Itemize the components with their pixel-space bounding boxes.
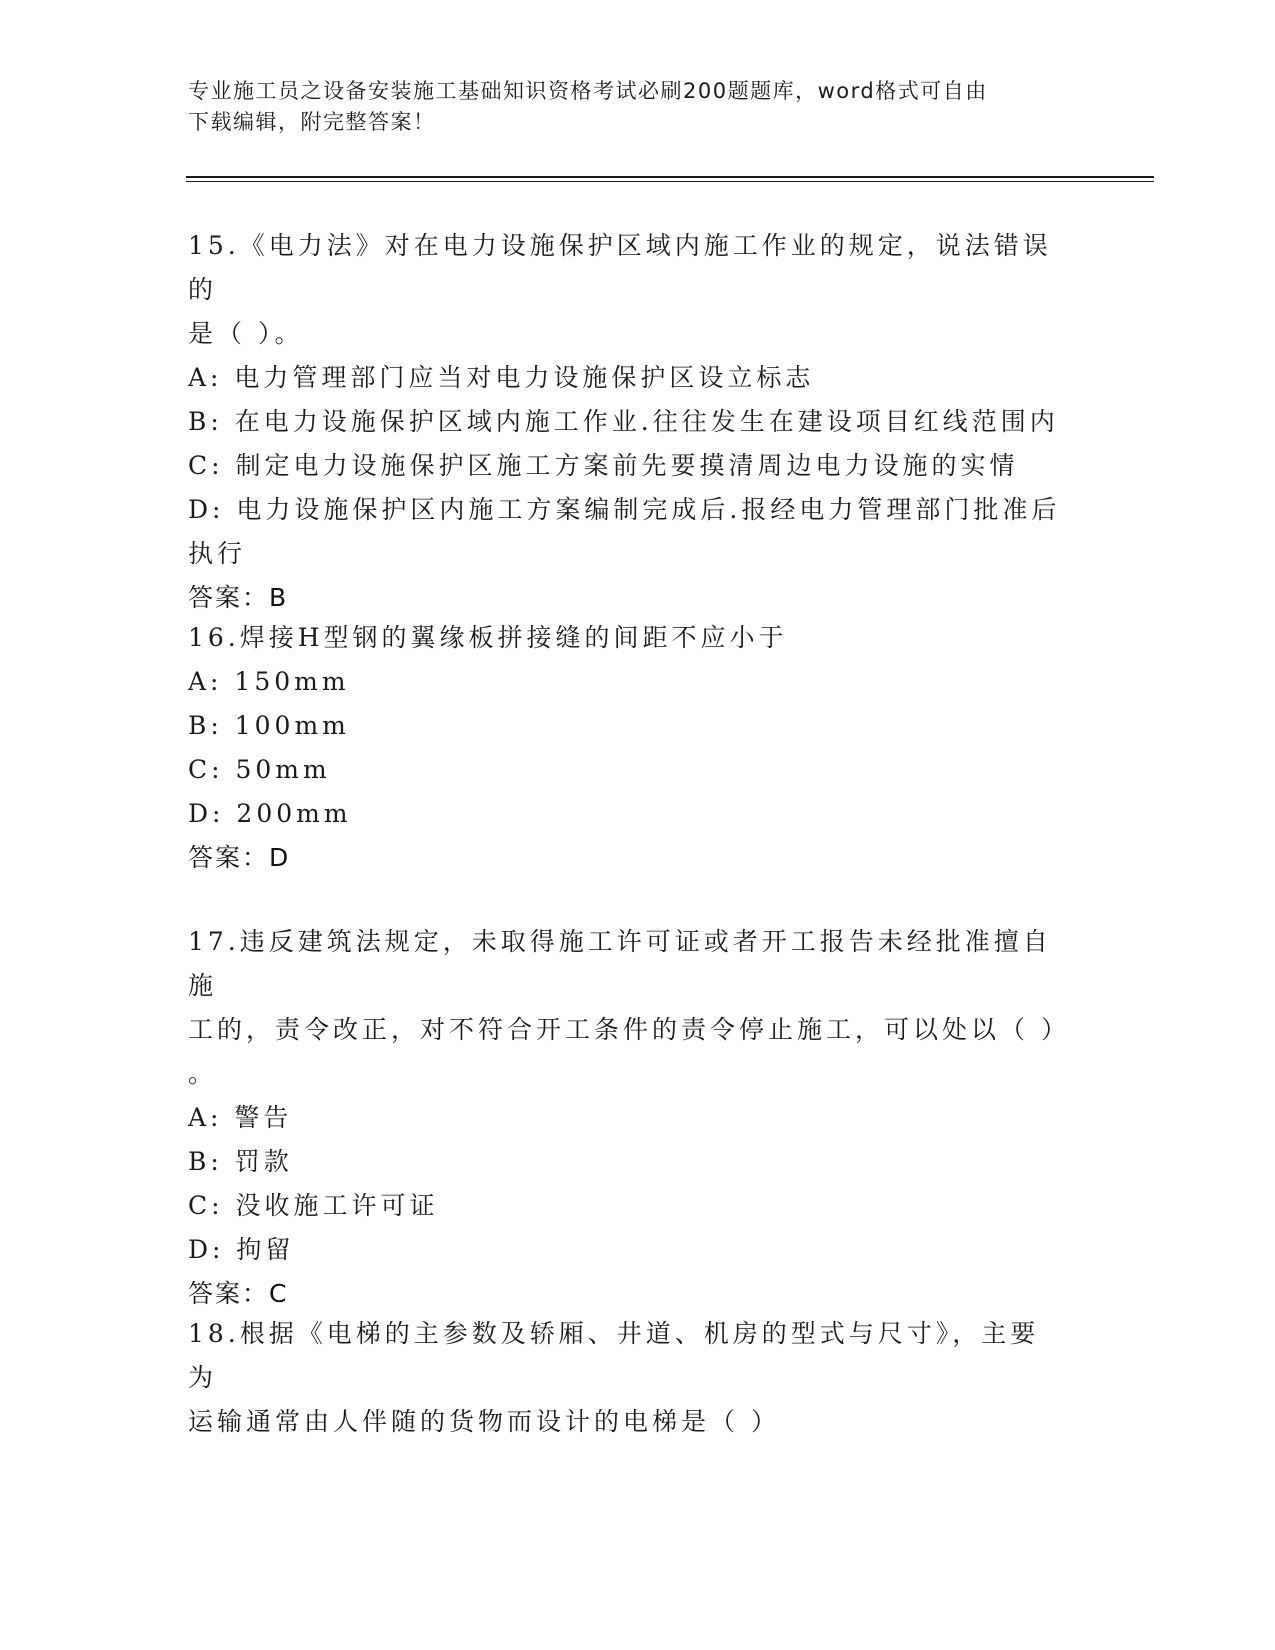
answer: 答案：C xyxy=(188,1279,289,1308)
option-d: D: 电力设施保护区内施工方案编制完成后.报经电力管理部门批准后 xyxy=(188,495,1061,524)
question-17 xyxy=(188,920,1068,1316)
option-a: A: 警告 xyxy=(188,1103,293,1132)
answer: 答案：B xyxy=(188,583,289,612)
question-stem-line: 18.根据《电梯的主参数及轿厢、井道、机房的型式与尺寸》，主要为 xyxy=(188,1319,1040,1392)
option-c: C: 没收施工许可证 xyxy=(188,1191,439,1220)
option-b: B: 罚款 xyxy=(188,1147,293,1176)
question-stem-line: 运输通常由人伴随的货物而设计的电梯是（ ） xyxy=(188,1407,780,1436)
option-b: B: 在电力设施保护区域内施工作业.往往发生在建设项目红线范围内 xyxy=(188,407,1059,436)
option-b: B: 100mm xyxy=(188,711,350,740)
question-16 xyxy=(188,616,1068,880)
question-stem-line: 17.违反建筑法规定，未取得施工许可证或者开工报告未经批准擅自施 xyxy=(188,927,1052,1000)
option-c: C: 50mm xyxy=(188,755,331,784)
option-c: C: 制定电力设施保护区施工方案前先要摸清周边电力设施的实情 xyxy=(188,451,1019,480)
header-line-1: 专业施工员之设备安装施工基础知识资格考试必刷200题题库，word格式可自由 xyxy=(188,79,988,103)
option-d: D: 200mm xyxy=(188,799,352,828)
question-stem-line: 15.《电力法》对在电力设施保护区域内施工作业的规定，说法错误的 xyxy=(188,231,1052,304)
option-a: A: 150mm xyxy=(188,667,350,696)
question-stem-line: 。 xyxy=(188,1059,218,1088)
option-d: D: 拘留 xyxy=(188,1235,295,1264)
question-18 xyxy=(188,1312,1068,1444)
document-header xyxy=(188,76,1068,138)
question-15 xyxy=(188,224,1068,620)
option-d-continued: 执行 xyxy=(188,539,247,568)
option-a: A: 电力管理部门应当对电力设施保护区设立标志 xyxy=(188,363,815,392)
header-divider-thick xyxy=(186,176,1154,178)
answer: 答案：D xyxy=(188,843,291,872)
question-stem-line: 16.焊接H型钢的翼缘板拼接缝的间距不应小于 xyxy=(188,623,788,652)
header-divider-thin xyxy=(186,181,1154,182)
question-stem-line: 是（ ）。 xyxy=(188,319,304,348)
question-stem-line: 工的，责令改正，对不符合开工条件的责令停止施工，可以处以（ ） xyxy=(188,1015,1070,1044)
header-line-2: 下载编辑，附完整答案！ xyxy=(188,110,436,134)
